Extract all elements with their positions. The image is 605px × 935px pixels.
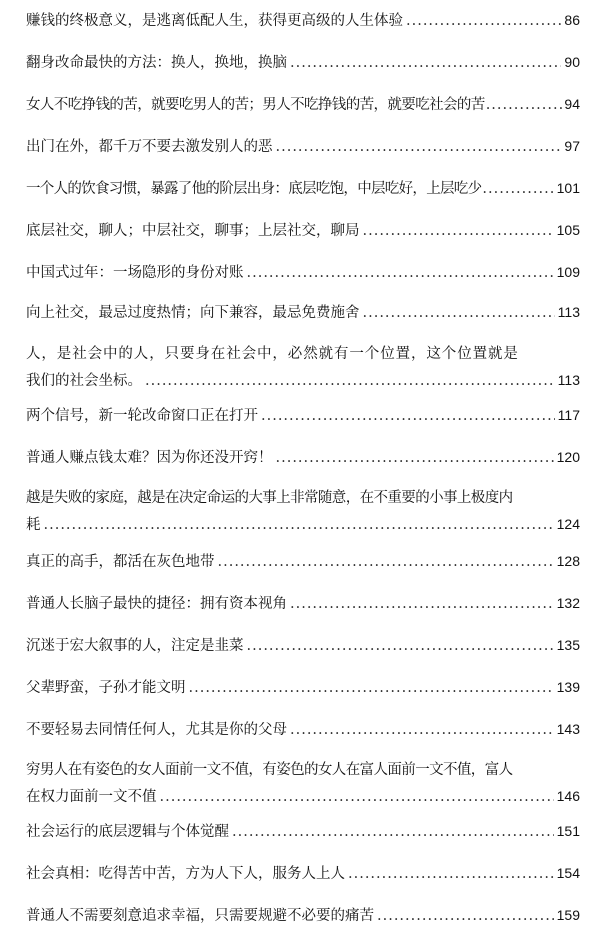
toc-entry-title: 普通人赚点钱太难？因为你还没开窍！ bbox=[26, 450, 273, 466]
toc-entry-title: 真正的高手，都活在灰色地带 bbox=[26, 554, 215, 570]
toc-entry-page: 105 bbox=[556, 222, 580, 238]
dot-leader bbox=[482, 176, 555, 202]
toc-entry[interactable] bbox=[26, 7, 580, 33]
toc-entry[interactable] bbox=[26, 217, 580, 243]
toc-entry-title: 父辈野蛮，子孙才能文明 bbox=[26, 680, 186, 696]
toc-entry-title: 越是失败的家庭，越是在决定命运的大事上非常随意，在不重要的小事上极度内 bbox=[26, 490, 513, 506]
dot-leader bbox=[261, 403, 555, 429]
toc-entry-page: 139 bbox=[556, 679, 580, 695]
toc-entry-page: 154 bbox=[556, 865, 580, 881]
dot-leader bbox=[377, 903, 554, 929]
dot-leader bbox=[363, 218, 554, 244]
dot-leader bbox=[145, 368, 555, 394]
dot-leader bbox=[290, 50, 561, 76]
toc-entry-page: 151 bbox=[556, 823, 580, 839]
toc-entry-title: 一个人的饮食习惯，暴露了他的阶层出身：底层吃饱，中层吃好，上层吃少 bbox=[26, 181, 482, 197]
toc-entry-title: 普通人长脑子最快的捷径：拥有资本视角 bbox=[26, 596, 287, 612]
dot-leader bbox=[44, 512, 554, 538]
toc-entry-title: 出门在外，都千万不要去激发别人的恶 bbox=[26, 139, 273, 155]
toc-entry-page: 135 bbox=[556, 637, 580, 653]
toc-entry-page: 97 bbox=[564, 138, 580, 154]
toc-entry[interactable] bbox=[26, 259, 580, 285]
toc-entry[interactable] bbox=[26, 902, 580, 928]
dot-leader bbox=[486, 92, 564, 118]
dot-leader bbox=[247, 260, 554, 286]
dot-leader bbox=[363, 300, 555, 326]
dot-leader bbox=[218, 549, 554, 575]
toc-entry[interactable] bbox=[26, 716, 580, 742]
dot-leader bbox=[160, 784, 554, 810]
toc-entry-title: 不要轻易去同情任何人，尤其是你的父母 bbox=[26, 722, 287, 738]
toc-entry[interactable] bbox=[26, 860, 580, 886]
toc-entry[interactable] bbox=[26, 590, 580, 616]
toc-entry-page: 128 bbox=[556, 553, 580, 569]
toc-entry-page: 86 bbox=[564, 12, 580, 28]
toc-entry-page: 90 bbox=[564, 54, 580, 70]
toc-entry-title: 赚钱的终极意义，是逃离低配人生，获得更高级的人生体验 bbox=[26, 13, 403, 29]
toc-entry-title: 穷男人在有姿色的女人面前一文不值，有姿色的女人在富人面前一文不值，富人 bbox=[26, 762, 513, 778]
dot-leader bbox=[189, 675, 554, 701]
toc-entry-title-continued: 在权力面前一文不值 bbox=[26, 789, 157, 805]
toc-entry[interactable] bbox=[26, 402, 580, 428]
toc-entry[interactable] bbox=[26, 674, 580, 700]
toc-entry-page: 146 bbox=[556, 788, 580, 804]
toc-entry[interactable] bbox=[26, 175, 580, 201]
toc-entry-page: 124 bbox=[556, 516, 580, 532]
toc-entry[interactable] bbox=[26, 757, 580, 809]
toc-entry-page: 117 bbox=[557, 407, 580, 423]
toc-entry-page: 113 bbox=[557, 304, 580, 320]
toc-entry-page: 159 bbox=[556, 907, 580, 923]
toc-entry-title: 中国式过年：一场隐形的身份对账 bbox=[26, 265, 244, 281]
toc-entry-title: 翻身改命最快的方法：换人，换地，换脑 bbox=[26, 55, 287, 71]
toc-entry-page: 120 bbox=[556, 449, 580, 465]
toc-entry-title: 社会真相：吃得苦中苦，方为人下人，服务人上人 bbox=[26, 866, 345, 882]
toc-entry[interactable] bbox=[26, 341, 580, 393]
toc-entry-title: 底层社交，聊人；中层社交，聊事；上层社交，聊局 bbox=[26, 223, 360, 239]
toc-entry-page: 101 bbox=[556, 180, 580, 196]
dot-leader bbox=[276, 445, 554, 471]
toc-entry-title: 沉迷于宏大叙事的人，注定是韭菜 bbox=[26, 638, 244, 654]
dot-leader bbox=[232, 819, 554, 845]
toc-entry[interactable] bbox=[26, 49, 580, 75]
toc-entry[interactable] bbox=[26, 444, 580, 470]
dot-leader bbox=[406, 8, 561, 34]
toc-entry[interactable] bbox=[26, 299, 580, 325]
toc-entry-title: 两个信号，新一轮改命窗口正在打开 bbox=[26, 408, 258, 424]
dot-leader bbox=[276, 134, 562, 160]
dot-leader bbox=[247, 633, 554, 659]
toc-entry[interactable] bbox=[26, 818, 580, 844]
toc-entry[interactable] bbox=[26, 548, 580, 574]
toc-entry-title: 普通人不需要刻意追求幸福，只需要规避不必要的痛苦 bbox=[26, 908, 374, 924]
dot-leader bbox=[290, 591, 554, 617]
toc-entry[interactable] bbox=[26, 133, 580, 159]
toc-entry-title: 向上社交，最忌过度热情；向下兼容，最忌免费施舍 bbox=[26, 305, 360, 321]
toc-entry-page: 109 bbox=[556, 264, 580, 280]
toc-entry[interactable] bbox=[26, 632, 580, 658]
toc-entry-page: 143 bbox=[556, 721, 580, 737]
toc-entry-title: 女人不吃挣钱的苦，就要吃男人的苦；男人不吃挣钱的苦，就要吃社会的苦 bbox=[26, 97, 485, 113]
toc-entry[interactable] bbox=[26, 485, 580, 537]
dot-leader bbox=[348, 861, 554, 887]
toc-entry-page: 94 bbox=[564, 96, 580, 112]
toc-entry-title: 社会运行的底层逻辑与个体觉醒 bbox=[26, 824, 229, 840]
toc-entry-page: 132 bbox=[556, 595, 580, 611]
dot-leader bbox=[290, 717, 554, 743]
toc-entry-title-continued: 耗 bbox=[26, 517, 41, 533]
toc-entry-title: 人，是社会中的人，只要身在社会中，必然就有一个位置，这个位置就是 bbox=[26, 346, 519, 362]
toc-entry-title-continued: 我们的社会坐标。 bbox=[26, 373, 142, 389]
toc-entry[interactable] bbox=[26, 91, 580, 117]
toc-entry-page: 113 bbox=[557, 372, 580, 388]
